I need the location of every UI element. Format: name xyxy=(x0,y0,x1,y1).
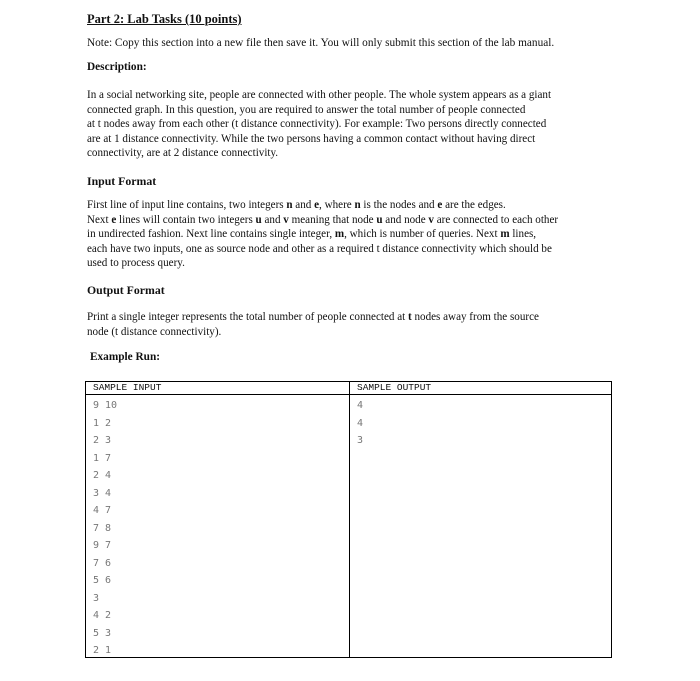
sample-input-row: 7 8 xyxy=(93,522,112,534)
description-paragraph xyxy=(87,88,617,161)
output-format-line: Print a single integer represents the total number of people connected at t nodes away from the source xyxy=(87,311,539,323)
sample-input-row: 9 10 xyxy=(93,400,118,411)
sample-input-row: 3 4 xyxy=(93,487,112,499)
sample-input-column xyxy=(93,399,117,662)
sample-input-row: 4 7 xyxy=(93,505,112,516)
sample-output-column xyxy=(357,399,363,452)
output-format-heading: Output Format xyxy=(87,283,165,297)
description-line: are at 1 distance connectivity. While the two persons having a common contact without having direct xyxy=(87,132,536,145)
description-line: at t nodes away from each other (t distance connectivity). For example: Two persons directly connected xyxy=(87,118,547,131)
input-format-heading: Input Format xyxy=(87,174,157,188)
sample-input-row: 2 1 xyxy=(93,645,112,656)
sample-input-row: 1 7 xyxy=(93,452,112,464)
input-format-line: First line of input line contains, two integers n and e, where n is the nodes and e are the edges. xyxy=(87,199,506,211)
sample-input-row: 2 3 xyxy=(93,435,112,446)
sample-input-row: 5 3 xyxy=(93,627,112,639)
description-line: connectivity, are at 2 distance connectivity. xyxy=(87,147,279,160)
description-line: In a social networking site, people are connected with other people. The whole system appears as a giant xyxy=(87,89,552,101)
sample-input-row: 3 xyxy=(93,592,100,604)
sample-input-header: SAMPLE INPUT xyxy=(93,382,162,393)
input-format-line: used to process query. xyxy=(87,257,185,270)
sample-output-row: 3 xyxy=(357,435,364,446)
input-format-line: each have two inputs, one as source node and other as a required t distance connectivity which should be xyxy=(87,242,552,255)
column-divider xyxy=(349,382,350,657)
sample-output-row: 4 xyxy=(357,400,364,411)
sample-output-row: 4 xyxy=(357,417,364,429)
description-line: connected graph. In this question, you are required to answer the total number of people connected xyxy=(87,103,526,116)
sample-input-row: 1 2 xyxy=(93,417,112,429)
sample-input-row: 2 4 xyxy=(93,470,112,481)
sample-input-row: 4 2 xyxy=(93,610,112,621)
section-title: Part 2: Lab Tasks (10 points) xyxy=(87,12,242,26)
description-heading: Description: xyxy=(87,61,147,73)
sample-output-header: SAMPLE OUTPUT xyxy=(357,382,432,393)
input-format-line: in undirected fashion. Next line contains single integer, m, which is number of queries. Next m lines, xyxy=(87,228,537,241)
input-format-line: Next e lines will contain two integers u and v meaning that node u and node v are connected to each other xyxy=(87,213,559,226)
input-format-paragraph xyxy=(87,198,617,271)
note-text: Note: Copy this section into a new file then save it. You will only submit this section of the lab manual. xyxy=(87,37,555,49)
output-format-paragraph xyxy=(87,310,617,339)
sample-input-row: 5 6 xyxy=(93,575,112,586)
sample-input-row: 9 7 xyxy=(93,540,112,551)
sample-input-row: 7 6 xyxy=(93,557,112,569)
output-format-line: node (t distance connectivity). xyxy=(87,325,222,338)
sample-io-table xyxy=(85,381,612,658)
example-run-heading: Example Run: xyxy=(90,351,160,363)
